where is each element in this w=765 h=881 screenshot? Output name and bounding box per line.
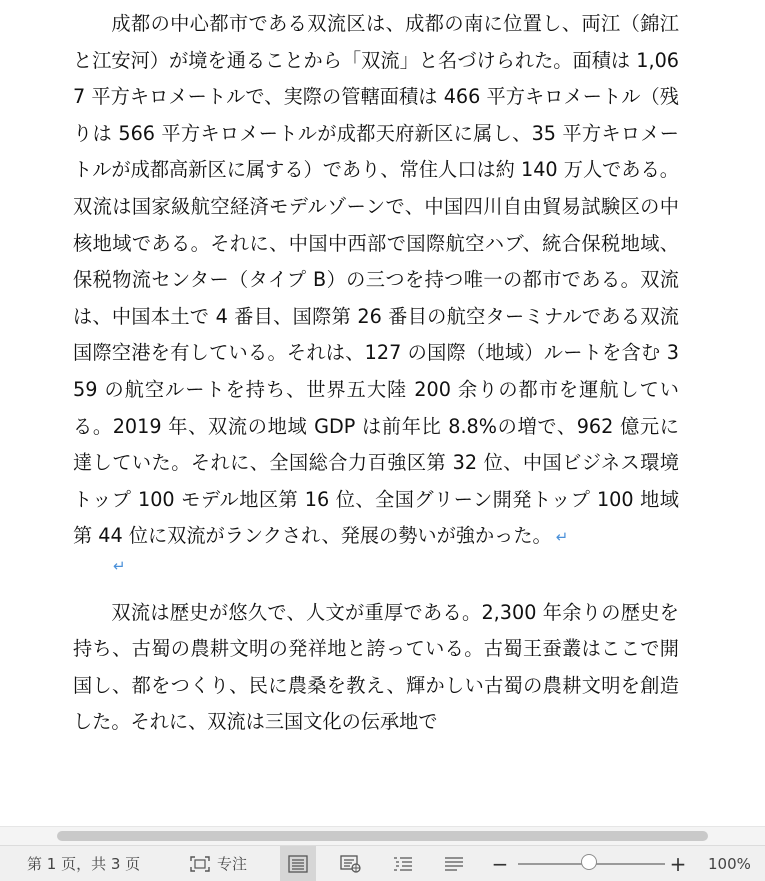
focus-frame-icon: [190, 856, 210, 872]
print-layout-button[interactable]: [280, 846, 316, 881]
web-layout-icon: [340, 855, 362, 873]
outline-view-icon: [393, 856, 413, 872]
horizontal-scrollbar[interactable]: [0, 826, 765, 845]
focus-mode-button[interactable]: [190, 846, 247, 881]
paragraph-2-text: 双流は歴史が悠久で、人文が重厚である。2,300 年余りの歴史を持ち、古蜀の農耕文明の発祥地と誇っている。古蜀王蚕叢はここで開国し、都をつくり、民に農桑を教え、輝かしい古蜀の農耕文明を創造した。それに、双流は三国文化の伝承地で: [73, 600, 679, 734]
draft-view-icon: [444, 856, 464, 872]
paragraph-1-text: 成都の中心都市である双流区は、成都の南に位置し、両江（錦江と江安河）が境を通ることから「双流」と名づけられた。面積は 1,067 平方キロメートルで、実際の管轄面積は 466 平方キロメートル（残りは 566 平方キロメートルが成都天府新区に属し、35 平方キロメートルが成都高新区に属する）であり、常住人口は約 140 万人である。双流は国家級航空経済モデルゾーンで、中国四川自由貿易試験区の中核地域である。それに、中国中西部で国際航空ハブ、統合保税地域、保税物流センター（タイプ B）の三つを持つ唯一の都市である。双流は、中国本土で 4 番目、国際第 26 番目の航空ターミナルである双流国際空港を有している。それは、127 の国際（地域）ルートを含む 359 の航空ルートを持ち、世界五大陸 200 余りの都市を運航している。2019 年、双流の地域 GDP は前年比 8.8%の増で、962 億元に達していた。それに、全国総合力百強区第 32 位、中国ビジネス環境トップ 100 モデル地区第 16 位、全国グリーン開発トップ 100 地域第 44 位に双流がランクされ、発展の勢いが強かった。: [73, 12, 679, 548]
print-layout-icon: [288, 855, 308, 873]
empty-paragraph[interactable]: [73, 556, 679, 593]
page-count-indicator[interactable]: 第 1 页，共 3 页: [27, 855, 141, 873]
zoom-out-button[interactable]: −: [491, 851, 509, 876]
status-bar: [0, 845, 765, 881]
scrollbar-thumb[interactable]: [57, 831, 708, 841]
web-layout-button[interactable]: [333, 846, 369, 881]
zoom-in-button[interactable]: +: [669, 851, 687, 876]
draft-view-button[interactable]: [436, 846, 472, 881]
zoom-slider-thumb[interactable]: [581, 854, 597, 870]
paragraph-mark-icon: ↵: [555, 528, 569, 547]
zoom-level[interactable]: 100%: [708, 854, 751, 873]
outline-view-button[interactable]: [385, 846, 421, 881]
paragraph-1[interactable]: [73, 6, 679, 556]
paragraph-2[interactable]: [73, 595, 679, 741]
focus-mode-label: 专注: [217, 855, 248, 873]
page-body[interactable]: [73, 6, 679, 741]
paragraph-mark-icon: ↵: [113, 556, 126, 575]
